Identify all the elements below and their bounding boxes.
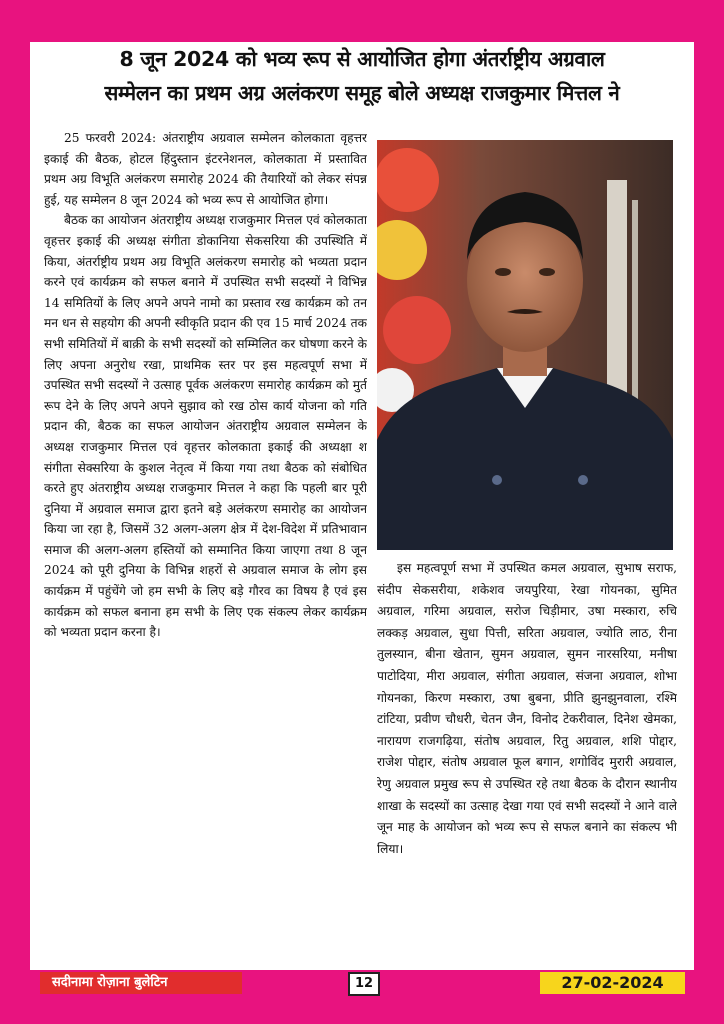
headline-line-2: सम्मेलन का प्रथम अग्र अलंकरण समूह बोले अध्यक्ष राजकुमार मित्तल ने [104, 81, 620, 105]
headline-line-1: 8 जून 2024 को भव्य रूप से आयोजित होगा अंतर्राष्ट्रीय अग्रवाल [119, 47, 605, 71]
headline [30, 42, 694, 126]
article-left-column [44, 128, 367, 964]
publication-name: सदीनामा रोज़ाना बुलेटिन [40, 972, 242, 994]
portrait-illustration [377, 140, 673, 550]
article-right-column [377, 558, 677, 968]
article-paragraph-1: 25 फरवरी 2024: अंतराष्ट्रीय अग्रवाल सम्मेलन कोलकाता वृहत्तर इकाई की बैठक, होटल हिंदुस्तान इंटरनेशनल, कोलकाता में प्रस्तावित प्रथम अग्र विभूति अलंकरण समारोह 2024 की तैयारियों को लेकर संपन्न हुई, यह सम्मेलन 8 जून 2024 को भव्य रूप से आयोजित होगा। [44, 131, 367, 207]
issue-date: 27-02-2024 [540, 972, 685, 994]
page-number: 12 [348, 972, 380, 996]
portrait-photo [377, 140, 673, 550]
article-paragraph-2: बैठक का आयोजन अंतराष्ट्रीय अध्यक्ष राजकुमार मित्तल एवं कोलकाता वृहत्तर इकाई की अध्यक्ष संगीता डोकानिया सेकसरिया की उपस्थिति में किया, अंतर्राष्ट्रीय प्रथम अग्र विभूति अलंकरण समारोह को भव्यता प्रदान करने एवं कार्यक्रम को सफल बनाने में उपस्थित सभी सदस्यों ने विभिन्न 14 समितियों के लिए अपने अपने नामो का प्रस्ताव रख कार्यक्रम को तन मन धन से सहयोग की अपनी स्वीकृति प्रदान की एव 15 मार्च 2024 तक सभी समितियों में बाक़ी के सभी सदस्यों को सम्मिलित कर घोषणा करने के लिए अपना अनुरोध रखा, प्राथमिक स्तर पर इस महत्वपूर्ण सभा में उपस्थित सभी सदस्यों ने उत्साह पूर्वक अलंकरण समारोह कार्यक्रम को मुर्त रूप देने के लिए अपने अपने सुझाव को रख ठोस कार्य योजना को गति प्रदान की, बैठक का सफल आयोजन अंतराष्ट्रीय अग्रवाल सम्मेलन के अध्यक्ष राजकुमार मित्तल एवं वृहत्तर कोलकाता इकाई की अध्यक्षा श संगीता सेक्सरिया के कुशल नेतृत्व में किया गया तथा बैठक को संबोधित करते हुए अंतराष्ट्रीय अध्यक्ष राजकुमार मित्तल ने कहा कि पहली बार पूरी दुनिया में अग्रवाल समाज द्वारा इतने बड़े अलंकरण समारोह का आयोजन किया जा रहा है, जिसमें 32 अलग-अलग क्षेत्र में देश-विदेश में प्रतिभावान समाज की अलग-अलग हस्तियों को सम्मानित किया जाएगा तथा 8 जून 2024 को पूरी दुनिया के विभिन्न शहरों से अग्रवाल समाज के लोग इस कार्यक्रम में पहुंचेंगे जो हम सभी के लिए बड़े गौरव का विषय है एवं इस कार्यक्रम को सफल बनाना हम सभी के लिए एक संकल्प लेकर कार्यक्रम को भव्यता प्रदान करना है। [44, 213, 367, 640]
article-paragraph-3: इस महत्वपूर्ण सभा में उपस्थित कमल अग्रवाल, सुभाष सराफ, संदीप सेकसरीया, शकेशव जयपुरिया, रेखा गोयनका, सुमित अग्रवाल, गरिमा अग्रवाल, सरोज चिड़ीमार, उषा मस्कारा, रुचि लक्कड़ अग्रवाल, सुधा पित्ती, सरिता अग्रवाल, ज्योति लाठ, रीना तुलस्यान, बीना खेतान, सुमन अग्रवाल, सुमन नारसरिया, मनीषा पाटोदिया, मीरा अग्रवाल, संगीता अग्रवाल, संजना अग्रवाल, शोभा गोयनका, किरण मस्कारा, उषा बुबना, प्रीति झुनझुनवाला, रश्मि टांटिया, प्रवीण चौधरी, चेतन जैन, विनोद टेकरीवाल, दिनेश खेमका, नारायण राजगढ़िया, संतोष अग्रवाल, रितु अग्रवाल, शशि पोद्दार, राजेश पोद्दार, संतोष अग्रवाल फूल बगान, शगोविंद मुरारी अग्रवाल, रेणु अग्रवाल प्रमुख रूप से उपस्थित रहे तथा बैठक के दौरान स्थानीय शाखा के सदस्यों का उत्साह देखा गया एवं सभी सदस्यों ने आने वाले जून माह के आयोजन को भव्य रूप से सफल बनाने का संकल्प भी लिया। [377, 561, 677, 856]
